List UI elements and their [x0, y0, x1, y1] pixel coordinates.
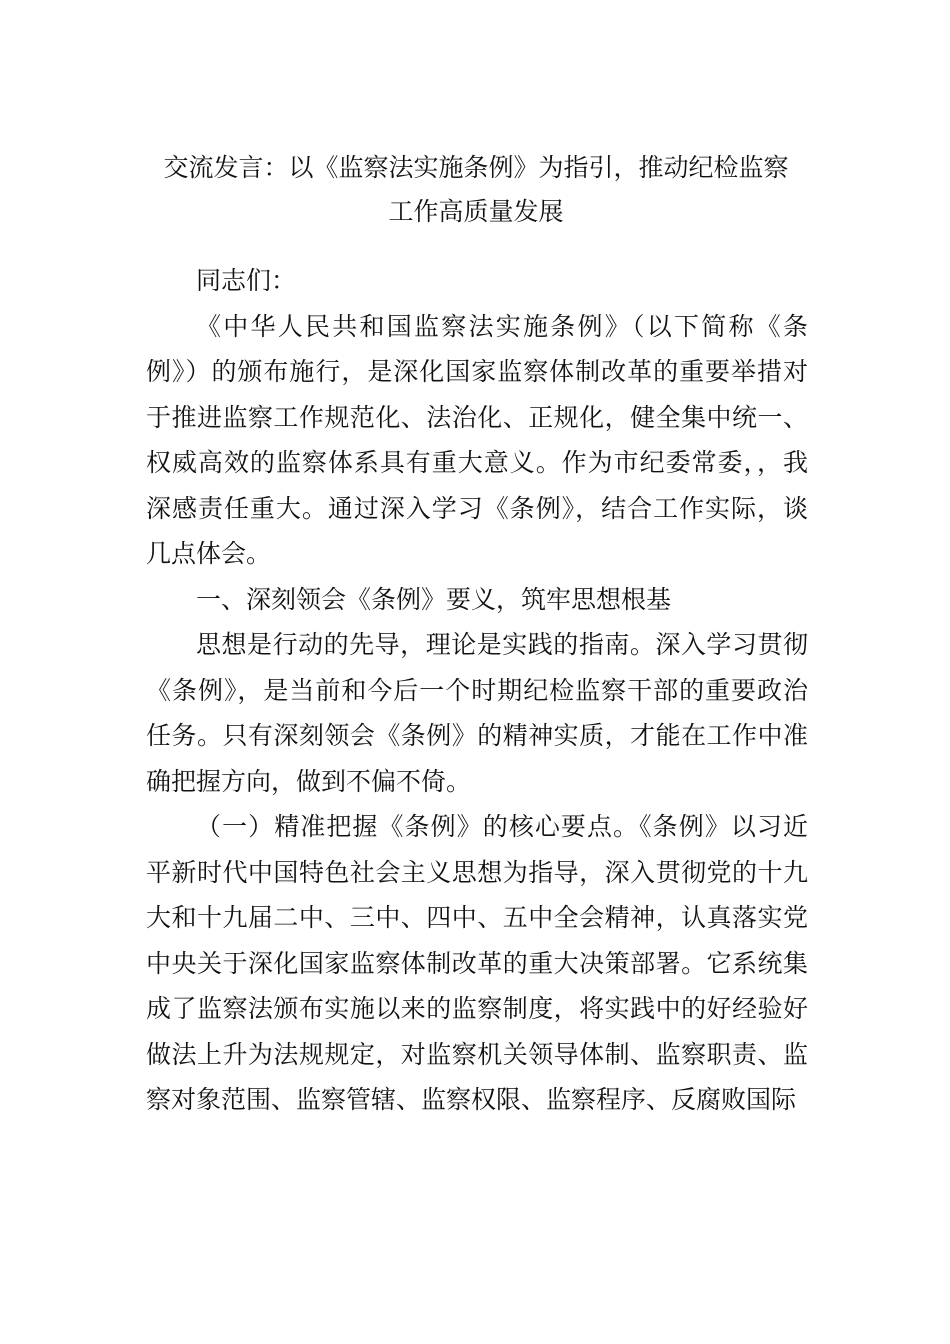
document-body [146, 258, 808, 1123]
paragraph-section-1: 思想是行动的先导，理论是实践的指南。深入学习贯彻《条例》，是当前和今后一个时期纪检监察干部的重要政治任务。只有深刻领会《条例》的精神实质，才能在工作中准确把握方向，做到不偏不倚。 [146, 630, 808, 796]
subsection-paragraph-1: （一）精准把握《条例》的核心要点。《条例》以习近平新时代中国特色社会主义思想为指导，深入贯彻党的十九大和十九届二中、三中、四中、五中全会精神，认真落实党中央关于深化国家监察体制改革的重大决策部署。它系统集成了监察法颁布实施以来的监察制度，将实践中的好经验好做法上升为法规规定，对监察机关领导体制、监察职责、监察对象范围、监察管辖、监察权限、监察程序、反腐败国际 [146, 812, 808, 1114]
document-title [146, 146, 806, 234]
title-line-1: 交流发言：以《监察法实施条例》为指引，推动纪检监察 [163, 153, 789, 182]
salutation: 同志们： [196, 266, 297, 295]
title-line-2: 工作高质量发展 [388, 197, 564, 226]
section-heading-1: 一、深刻领会《条例》要义，筑牢思想根基 [196, 584, 672, 614]
paragraph-intro: 《中华人民共和国监察法实施条例》（以下简称《条例》）的颁布施行，是深化国家监察体制改革的重要举措对于推进监察工作规范化、法治化、正规化，健全集中统一、权威高效的监察体系具有重大意义。作为市纪委常委，，我深感责任重大。通过深入学习《条例》，结合工作实际，谈几点体会。 [146, 311, 808, 568]
